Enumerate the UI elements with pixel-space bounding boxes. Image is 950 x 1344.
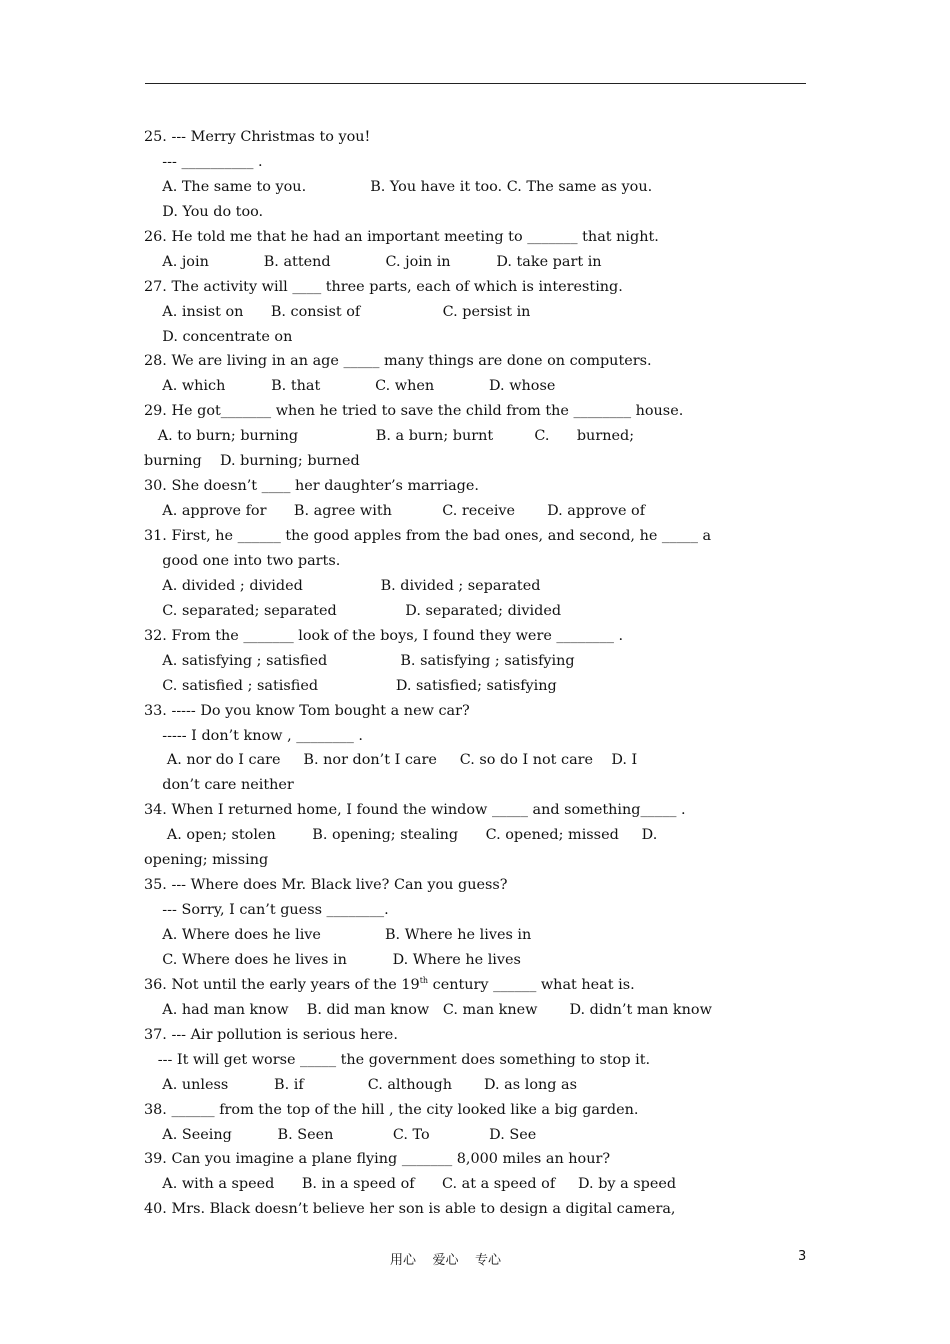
text-line: --- It will get worse _____ the government does something to stop it. — [144, 1051, 651, 1068]
text-line: A. open; stolen B. opening; stealing C. opened; missed D. — [144, 827, 658, 844]
text-line: 40. Mrs. Black doesn’t believe her son is able to design a digital camera, — [144, 1201, 676, 1218]
text-line: burning D. burning; burned — [144, 453, 360, 470]
text-line: A. which B. that C. when D. whose — [144, 378, 556, 395]
text-line: C. Where does he lives in D. Where he lives — [144, 951, 521, 968]
text-line: D. concentrate on — [144, 328, 293, 345]
text-line: --- Sorry, I can’t guess ________. — [144, 902, 389, 919]
text-line: A. nor do I care B. nor don’t I care C. so do I not care D. I — [144, 752, 638, 769]
text-line: A. to burn; burning B. a burn; burnt C. burned; — [144, 428, 635, 445]
text-line: 27. The activity will ____ three parts, each of which is interesting. — [144, 278, 623, 295]
text-line: A. insist on B. consist of C. persist in — [144, 303, 531, 320]
text-line: A. Where does he live B. Where he lives in — [144, 927, 532, 943]
text-line: A. satisfying ; satisfied B. satisfying ; satisfying — [144, 652, 575, 669]
footer-motto: 用心 爱心 专心 — [390, 1253, 502, 1268]
text-line: 30. She doesn’t ____ her daughter’s marriage. — [144, 478, 479, 495]
text-line: --- __________ . — [144, 153, 263, 170]
text-line: C. separated; separated D. separated; divided — [144, 602, 562, 619]
text-line: A. unless B. if C. although D. as long as — [144, 1076, 578, 1093]
text-line: 31. First, he ______ the good apples from the bad ones, and second, he _____ a — [144, 528, 712, 544]
text-line: 38. ______ from the top of the hill , the city looked like a big garden. — [144, 1101, 639, 1118]
text-line: 35. --- Where does Mr. Black live? Can you guess? — [144, 877, 508, 894]
header-rule — [145, 83, 806, 84]
text-line: 33. ----- Do you know Tom bought a new car? — [144, 702, 470, 719]
text-line: good one into two parts. — [144, 552, 341, 569]
text-line: A. The same to you. B. You have it too. C. The same as you. — [144, 178, 653, 195]
text-line: 34. When I returned home, I found the window _____ and something_____ . — [144, 802, 686, 819]
text-line: 26. He told me that he had an important meeting to _______ that night. — [144, 228, 659, 245]
page-footer — [0, 1249, 950, 1269]
text-line: don’t care neither — [144, 777, 294, 794]
text-line: opening; missing — [144, 852, 269, 869]
text-line: 29. He got_______ when he tried to save the child from the ________ house. — [144, 403, 684, 420]
text-line: A. join B. attend C. join in D. take part in — [144, 253, 602, 270]
page-number: 3 — [798, 1249, 807, 1264]
text-line: A. had man know B. did man know C. man knew D. didn’t man know — [144, 1001, 712, 1018]
text-line: 32. From the _______ look of the boys, I found they were ________ . — [144, 627, 624, 644]
text-line: 25. --- Merry Christmas to you! — [144, 129, 371, 145]
text-line: 39. Can you imagine a plane flying _______ 8,000 miles an hour? — [144, 1151, 611, 1168]
text-line: ----- I don’t know , ________ . — [144, 727, 363, 744]
text-line: C. satisfied ; satisfied D. satisfied; satisfying — [144, 677, 557, 694]
text-line: A. divided ; divided B. divided ; separated — [144, 577, 541, 594]
text-line: A. with a speed B. in a speed of C. at a speed of D. by a speed — [144, 1176, 677, 1193]
question-list — [144, 125, 806, 1222]
text-line: 37. --- Air pollution is serious here. — [144, 1026, 398, 1043]
text-line: A. approve for B. agree with C. receive D. approve of — [144, 503, 646, 520]
text-line: 28. We are living in an age _____ many things are done on computers. — [144, 353, 652, 370]
text-line: D. You do too. — [144, 203, 264, 220]
text-line: A. Seeing B. Seen C. To D. See — [144, 1126, 537, 1143]
text-line: 36. Not until the early years of the 19th century ______ what heat is. — [144, 975, 635, 993]
